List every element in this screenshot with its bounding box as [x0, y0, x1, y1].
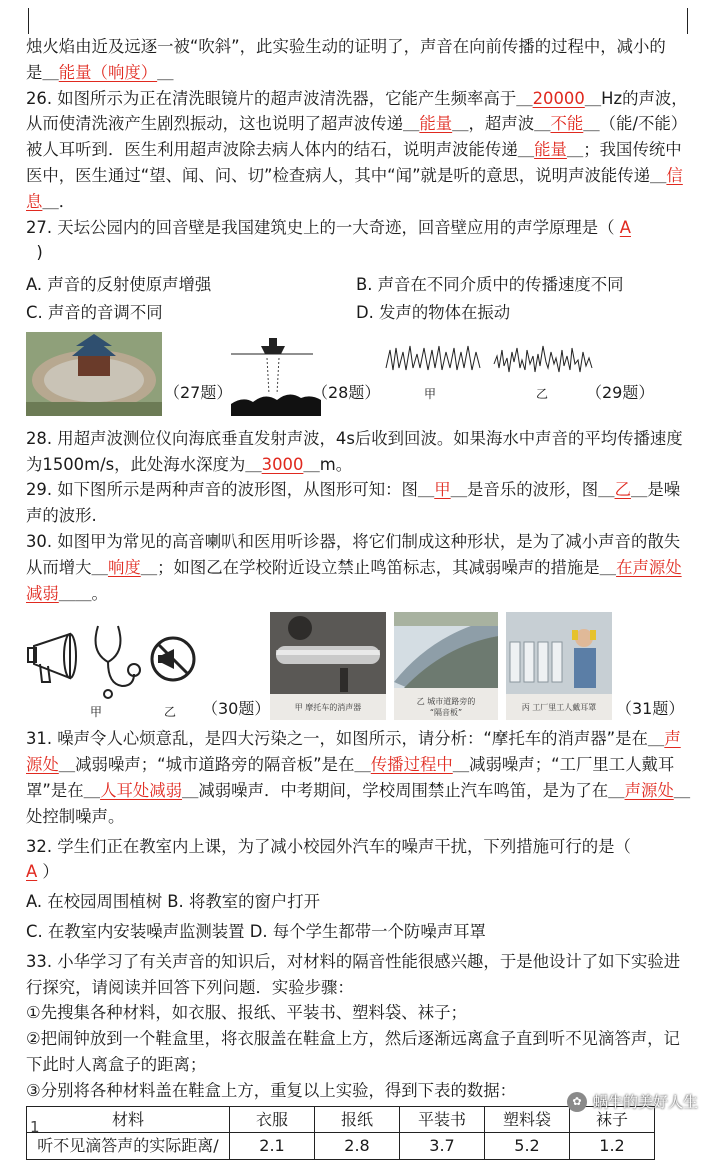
label-yi: 乙 [536, 382, 548, 408]
answer: 信息 [26, 166, 683, 211]
figure-row-27-29 [26, 332, 694, 424]
question-28: 28. 用超声波测位仪向海底垂直发射声波，4s后收到回波。如果海水中声音的平均传播速度为1500m/s，此处海水深度为＿3000＿m。 [26, 426, 694, 478]
corner-mark-left [0, 8, 29, 34]
answer: 能量 [534, 140, 567, 159]
table-cell: 1.2 [570, 1133, 655, 1160]
answer: 声源处 [625, 781, 674, 800]
answer: 3000 [262, 455, 304, 474]
question-32-options-ab: A. 在校园周围植树 B. 将教室的窗户打开 [26, 889, 694, 915]
table-header-cell: 袜子 [570, 1106, 655, 1133]
table-header-cell: 平装书 [400, 1106, 485, 1133]
caption-28: （28题） [312, 380, 380, 406]
table-cell: 2.8 [315, 1133, 400, 1160]
option-b: B. 声音在不同介质中的传播速度不同 [356, 272, 686, 298]
answer: A [620, 218, 631, 237]
answer: 在声源处减弱 [26, 558, 682, 603]
noise-barrier-photo [394, 612, 498, 720]
label-jia: 甲 [90, 700, 102, 726]
option-a: A. 声音的反射使原声增强 [26, 272, 356, 298]
question-32-options-cd: C. 在教室内安装噪声监测装置 D. 每个学生都带一个防噪声耳罩 [26, 919, 694, 945]
materials-table [26, 1106, 655, 1160]
answer: 传播过程中 [371, 755, 453, 774]
question-33-step-3: ③分别将各种材料盖在鞋盒上方，重复以上实验，得到下表的数据： [26, 1078, 694, 1104]
table-header-cell: 材料 [27, 1106, 230, 1133]
question-31: 31. 噪声令人心烦意乱，是四大污染之一，如图所示，请分析：“摩托车的消声器”是在＿声源处＿减弱噪声；“城市道路旁的隔音板”是在＿传播过程中＿减弱噪声；“工厂里工人戴耳罩”是在＿人耳处减弱＿减弱噪声．中考期间，学校周围禁止汽车鸣笛，是为了在＿声源处＿处控制噪声。 [26, 726, 694, 829]
sonar-ship-diagram [231, 332, 321, 416]
answer: A [26, 862, 37, 881]
answer: 能量 [419, 114, 452, 133]
caption-29: （29题） [586, 380, 654, 406]
corner-mark-right [687, 8, 714, 34]
page-number: 1 [30, 1118, 40, 1136]
answer: 不能 [551, 114, 584, 133]
table-header-row [27, 1106, 655, 1133]
question-33-intro: 33. 小华学习了有关声音的知识后，对材料的隔音性能很感兴趣，于是他设计了如下实验进行探究，请阅读并回答下列问题．实验步骤： [26, 949, 694, 1001]
no-horn-sign-icon [148, 634, 198, 684]
echo-wall-photo [26, 332, 162, 416]
photo-caption: 乙 城市道路旁的 “隔音板” [394, 696, 498, 718]
question-33-step-1: ①先搜集各种材料，如衣服、报纸、平装书、塑料袋、袜子； [26, 1000, 694, 1026]
label-jia: 甲 [424, 382, 436, 408]
caption-31: （31题） [616, 696, 684, 722]
document-page [26, 34, 694, 1160]
question-29: 29. 如下图所示是两种声音的波形图，从图形可知：图＿甲＿是音乐的波形，图＿乙＿是噪声的波形. [26, 477, 694, 529]
question-26: 26. 如图所示为正在清洗眼镜片的超声波清洗器，它能产生频率高于＿20000＿Hz的声波，从而使清洗液产生剧烈振动，这也说明了超声波传递＿能量＿，超声波＿不能＿（能/不能）被人耳听到．医生利用超声波除去病人体内的结石，说明声波能传递＿能量＿；我国传统中医中，医生通过“望、闻、问、切”检查病人，其中“闻”就是听的意思，说明声波能传递＿信息＿． [26, 86, 694, 215]
question-30: 30. 如图甲为常见的高音喇叭和医用听诊器，将它们制成这种形状，是为了减小声音的散失从而增大＿响度＿；如图乙在学校附近设立禁止鸣笛标志，其减弱噪声的措施是＿在声源处减弱＿＿。 [26, 529, 694, 606]
watermark-text: 蜗牛的美好人生 [593, 1091, 698, 1112]
answer: 人耳处减弱 [100, 781, 182, 800]
table-cell: 2.1 [230, 1133, 315, 1160]
question-33-step-2: ②把闹钟放到一个鞋盒里，将衣服盖在鞋盒上方，然后逐渐远离盒子直到听不见滴答声，记下此时人离盒子的距离； [26, 1026, 694, 1078]
answer: 响度 [108, 558, 141, 577]
caption-30: （30题） [202, 696, 270, 722]
motorcycle-muffler-photo [270, 612, 386, 720]
wechat-icon: ✿ [567, 1092, 587, 1112]
option-d: D. 发声的物体在振动 [356, 300, 686, 326]
loudspeaker-icon [26, 630, 84, 690]
figure-row-30-31 [26, 612, 694, 724]
caption-27: （27题） [164, 380, 232, 406]
waveform-jia [384, 338, 484, 382]
answer: 乙 [615, 480, 631, 499]
answer: 20000 [533, 89, 585, 108]
question-32: 32. 学生们正在教室内上课，为了减小校园外汽车的噪声干扰，下列措施可行的是（ A ） [26, 834, 694, 886]
table-cell: 听不见滴答声的实际距离/ [27, 1133, 230, 1160]
paragraph-prev-end: 烛火焰由近及远逐一被“吹斜”，此实验生动的证明了，声音在向前传播的过程中，减小的 是＿能量（响度）＿ [26, 34, 694, 86]
table-header-cell: 塑料袋 [485, 1106, 570, 1133]
label-yi: 乙 [164, 700, 176, 726]
stethoscope-icon [86, 622, 146, 702]
question-27: 27. 天坛公园内的回音壁是我国建筑史上的一大奇迹，回音壁应用的声学原理是（ A ) [26, 215, 694, 267]
waveform-yi [492, 338, 596, 382]
table-row [27, 1133, 655, 1160]
factory-earmuffs-photo [506, 612, 612, 720]
watermark [567, 1091, 698, 1112]
answer: 能量（响度） [59, 63, 157, 82]
answer: 声源处 [26, 729, 681, 774]
table-cell: 3.7 [400, 1133, 485, 1160]
answer: 甲 [434, 480, 450, 499]
table-header-cell: 报纸 [315, 1106, 400, 1133]
option-c: C. 声音的音调不同 [26, 300, 356, 326]
question-27-options [26, 272, 694, 326]
photo-caption: 丙 工厂里工人戴耳罩 [506, 702, 612, 714]
table-header-cell: 衣服 [230, 1106, 315, 1133]
photo-caption: 甲 摩托车的消声器 [270, 702, 386, 714]
table-cell: 5.2 [485, 1133, 570, 1160]
